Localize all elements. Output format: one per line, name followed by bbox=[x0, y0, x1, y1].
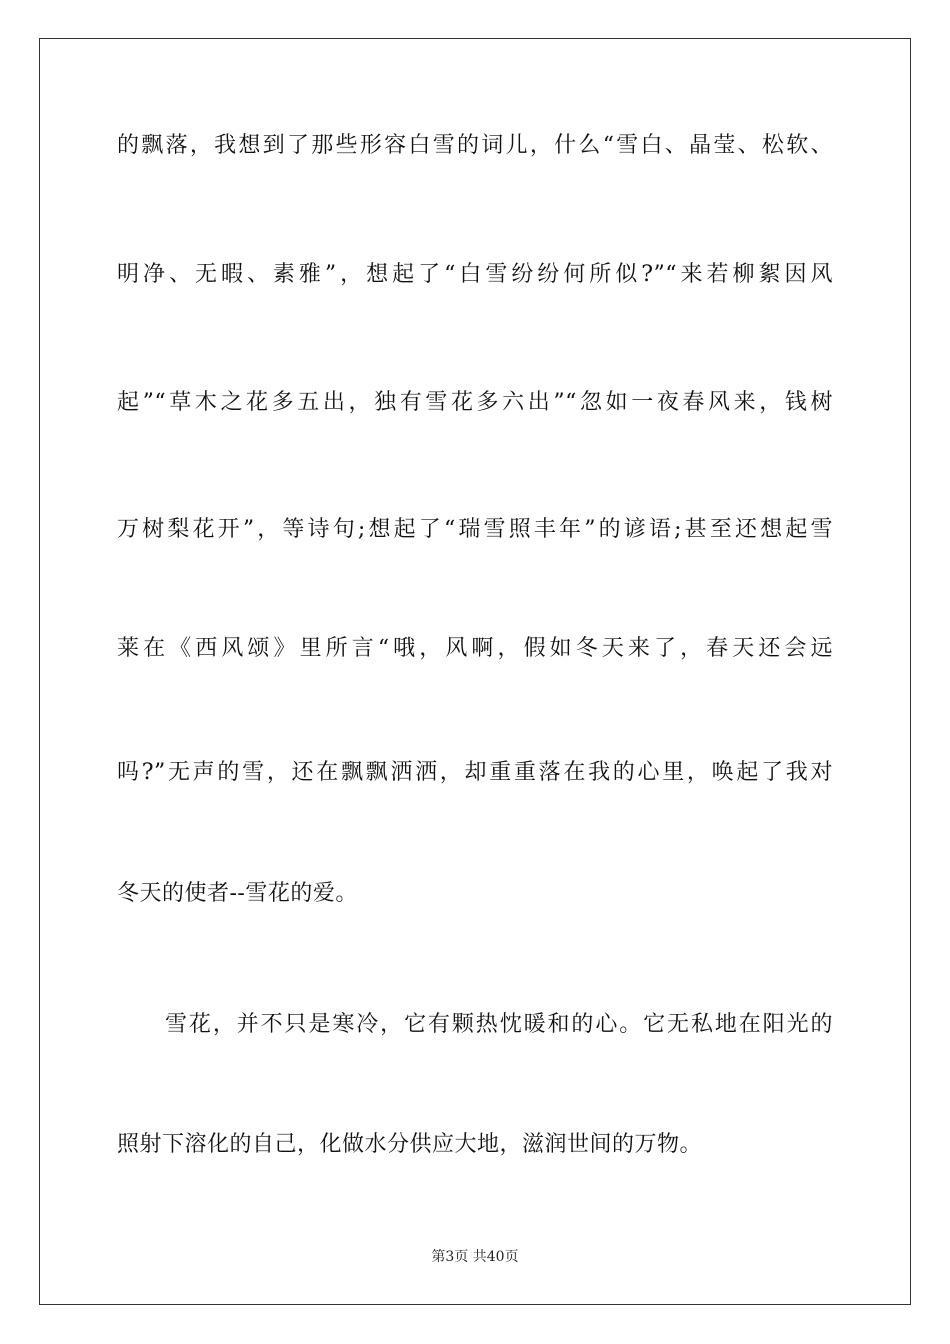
paragraph-2-line-2: 照射下溶化的自己，化做水分供应大地，滋润世间的万物。 bbox=[117, 1132, 703, 1157]
text-line-5: 莱在《西风颂》里所言“哦，风啊，假如冬天来了，春天还会远 bbox=[117, 636, 833, 661]
text-line-6: 吗?”无声的雪，还在飘飘洒洒，却重重落在我的心里，唤起了我对 bbox=[117, 760, 833, 785]
text-line-1: 的飘落，我想到了那些形容白雪的词儿，什么“雪白、晶莹、松软、 bbox=[117, 133, 833, 158]
page-number-footer: 第3页 共40页 bbox=[431, 1249, 519, 1265]
text-line-3: 起”“草木之花多五出，独有雪花多六出”“忽如一夜春风来，钱树 bbox=[117, 390, 833, 415]
text-line-2: 明净、无暇、素雅”，想起了“白雪纷纷何所似?”“来若柳絮因风 bbox=[117, 262, 833, 287]
text-line-4: 万树梨花开”，等诗句;想起了“瑞雪照丰年”的谚语;甚至还想起雪 bbox=[117, 517, 833, 542]
page-border bbox=[39, 38, 911, 1305]
text-line-7: 冬天的使者--雪花的爱。 bbox=[117, 881, 358, 906]
paragraph-2-line-1: 雪花，并不只是寒冷，它有颗热忱暖和的心。它无私地在阳光的 bbox=[165, 1012, 833, 1037]
